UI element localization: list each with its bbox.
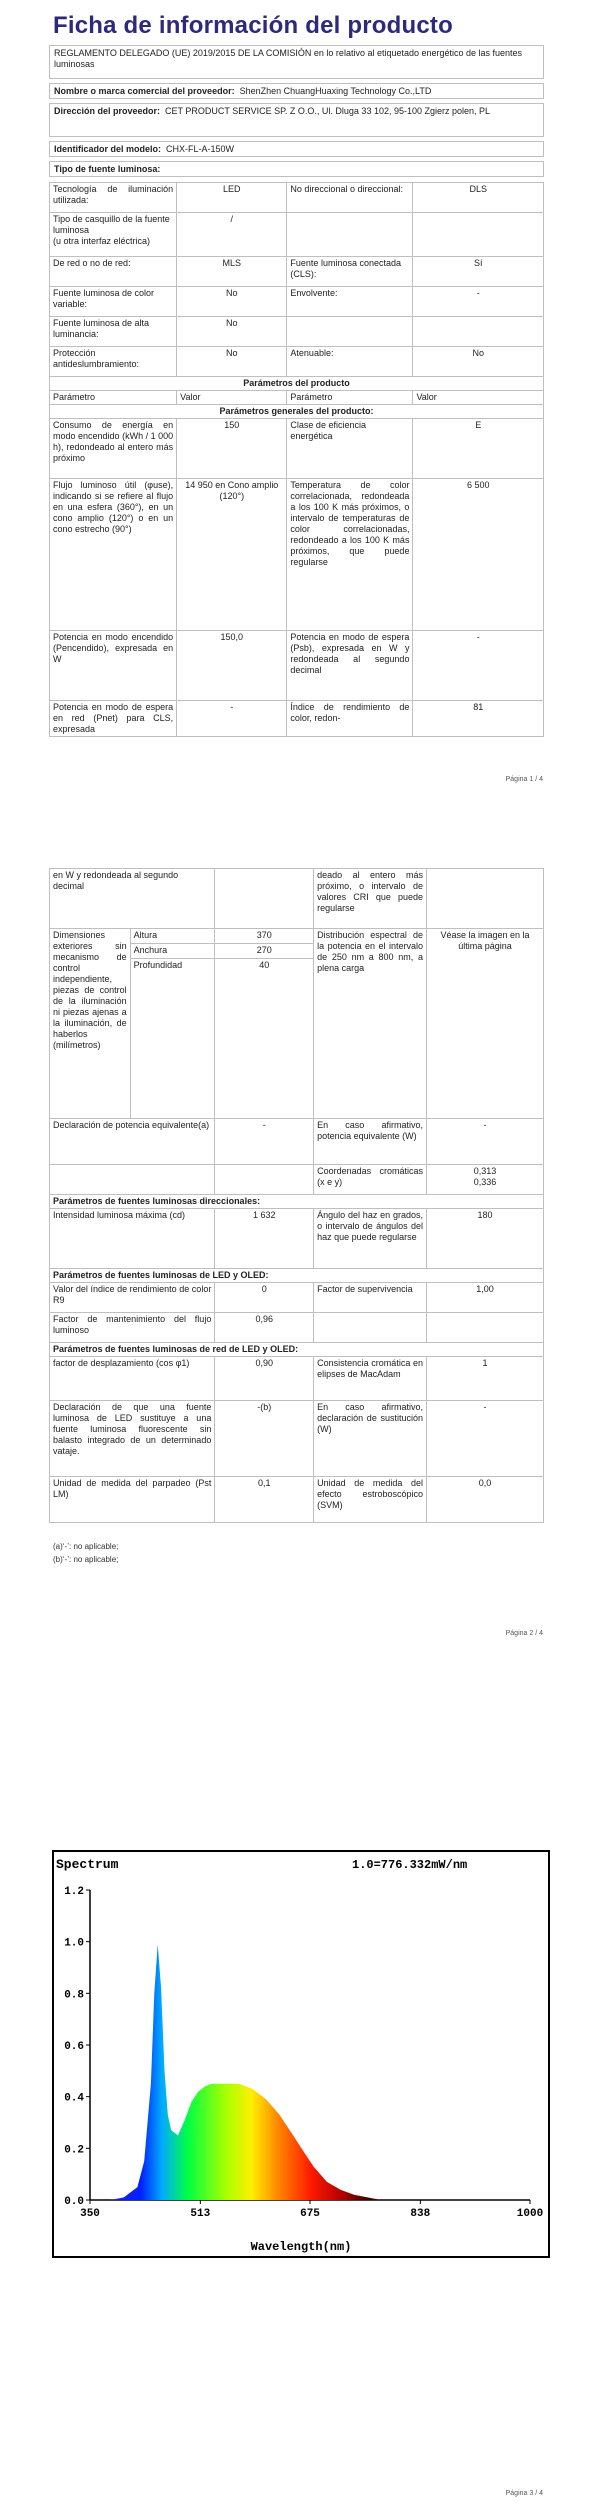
equiv-label: Declaración de potencia equivalente(a) — [50, 1119, 215, 1165]
depth-label: Profundidad — [130, 959, 215, 1119]
hl-value: No — [177, 317, 287, 347]
psb-value: - — [413, 631, 544, 701]
page-number-3: Página 3 / 4 — [505, 2490, 543, 2497]
dim-value: No — [413, 347, 544, 377]
y-tick-label: 0.8 — [64, 1989, 84, 2002]
peak-label: Intensidad luminosa máxima (cd) — [50, 1209, 215, 1269]
params-section-heading: Parámetros del producto — [50, 377, 544, 391]
y-tick-label: 0.4 — [64, 2092, 84, 2105]
x-tick-label: 350 — [80, 2208, 100, 2220]
dims-label: Dimensiones exteriores sin mecanismo de control independiente, piezas de control de la iluminación ni piezas ajenas a la iluminación, de haberlos (milímetros) — [50, 929, 131, 1119]
fl-label: Declaración de que una fuente luminosa de LED sustituye a una fuente luminosa fluorescente sin balasto integrado de un determinado vataje. — [50, 1401, 215, 1477]
height-label: Altura — [130, 929, 215, 944]
colour-label: Fuente luminosa de color variable: — [50, 287, 177, 317]
r9-value: 0 — [215, 1283, 314, 1313]
cap-label: Tipo de casquillo de la fuente luminosa (u otra interfaz eléctrica) — [50, 213, 177, 257]
params-table-cont — [49, 868, 544, 1523]
disp-value: 0,90 — [215, 1357, 314, 1401]
param-header: Parámetro — [50, 391, 177, 405]
page-number-2: Página 2 / 4 — [505, 1630, 543, 1637]
chart-xlabel: Wavelength(nm) — [250, 2240, 352, 2254]
beam-value: 180 — [427, 1209, 544, 1269]
hl-label: Fuente luminosa de alta luminancia: — [50, 317, 177, 347]
flicker-label: Unidad de medida del parpadeo (Pst LM) — [50, 1477, 215, 1523]
env-value: - — [413, 287, 544, 317]
mains-label: De red o no de red: — [50, 257, 177, 287]
nondir-value: DLS — [413, 183, 544, 213]
pnet-label: Potencia en modo de espera en red (Pnet) para CLS, expresada — [50, 701, 177, 737]
cri-label-cont: deado al entero más próximo, o intervalo de valores CRI que puede regularse — [314, 869, 427, 929]
maint-label: Factor de mantenimiento del flujo luminoso — [50, 1313, 215, 1343]
x-tick-label: 838 — [410, 2208, 431, 2220]
energy-label: Consumo de energía en modo encendido (kWh / 1 000 h), redondeado al entero más próximo — [50, 419, 177, 479]
xy-value: 0,313 0,336 — [427, 1165, 544, 1195]
equiv2-label: En caso afirmativo, potencia equivalente (W) — [314, 1119, 427, 1165]
colour-value: No — [177, 287, 287, 317]
supplier-value: ShenZhen ChuangHuaxing Technology Co.,LTD — [239, 86, 432, 96]
peak-value: 1 632 — [215, 1209, 314, 1269]
mains-params-heading: Parámetros de fuentes luminosas de red de LED y OLED: — [50, 1343, 544, 1357]
pnet-value: - — [177, 701, 287, 737]
glare-label: Protección antideslumbramiento: — [50, 347, 177, 377]
width-value: 270 — [215, 944, 314, 959]
y-tick-label: 0.6 — [64, 2041, 84, 2053]
doc-title: Ficha de información del producto — [53, 12, 453, 39]
dir-params-heading: Parámetros de fuentes luminosas direccionales: — [50, 1195, 544, 1209]
cap-value: / — [177, 213, 287, 257]
psb-label: Potencia en modo de espera (Psb), expresada en W y redondeada al segundo decimal — [287, 631, 413, 701]
footnote-b: (b)‘-’: no aplicable; — [53, 1555, 119, 1564]
mains-value: MLS — [177, 257, 287, 287]
spectrum-area — [110, 1944, 381, 2200]
address-label: Dirección del proveedor: — [54, 106, 161, 116]
cri-label: Índice de rendimiento de color, redon- — [287, 701, 413, 737]
tech-value: LED — [177, 183, 287, 213]
supplier-label: Nombre o marca comercial del proveedor: — [54, 86, 235, 96]
nondir-label: No direccional o direccional: — [287, 183, 413, 213]
footnote-a: (a)‘-’: no aplicable; — [53, 1542, 119, 1551]
svm-value: 0,0 — [427, 1477, 544, 1523]
y-tick-label: 1.2 — [64, 1886, 84, 1898]
param-header-2: Parámetro — [287, 391, 413, 405]
general-params-heading: Parámetros generales del producto: — [50, 405, 544, 419]
value-header: Valor — [177, 391, 287, 405]
tech-label: Tecnología de iluminación utilizada: — [50, 183, 177, 213]
flux-value: 14 950 en Cono amplio (120°) — [177, 479, 287, 631]
maint-value: 0,96 — [215, 1313, 314, 1343]
macadam-label: Consistencia cromática en elipses de MacAdam — [314, 1357, 427, 1401]
x-tick-label: 1000 — [516, 2208, 544, 2220]
cls-value: Sí — [413, 257, 544, 287]
macadam-value: 1 — [427, 1357, 544, 1401]
class-label: Clase de eficiencia energética — [287, 419, 413, 479]
disp-label: factor de desplazamiento (cos φ1) — [50, 1357, 215, 1401]
fl2-value: - — [427, 1401, 544, 1477]
class-value: E — [413, 419, 544, 479]
dim-label: Atenuable: — [287, 347, 413, 377]
model-label: Identificador del modelo: — [54, 144, 162, 154]
fl-value: -(b) — [215, 1401, 314, 1477]
footnotes — [53, 1540, 118, 1566]
pnet-label-cont: en W y redondeada al segundo decimal — [50, 869, 215, 929]
x-tick-label: 675 — [300, 2208, 320, 2220]
regulation-text: REGLAMENTO DELEGADO (UE) 2019/2015 DE LA COMISIÓN en lo relativo al etiquetado energético de las fuentes luminosas — [49, 45, 544, 79]
page-3 — [0, 1800, 591, 2510]
width-label: Anchura — [130, 944, 215, 959]
address-value: CET PRODUCT SERVICE SP. Z O.O., Ul. Dluga 33 102, 95-100 Zgierz polen, PL — [165, 106, 491, 116]
page-number: Página 1 / 4 — [505, 776, 543, 783]
led-params-heading: Parámetros de fuentes luminosas de LED y OLED: — [50, 1269, 544, 1283]
spectrum-chart — [52, 1850, 591, 2260]
x-tick-label: 513 — [190, 2208, 211, 2220]
model-value: CHX-FL-A-150W — [166, 144, 235, 154]
beam-label: Ángulo del haz en grados, o intervalo de ángulos del haz que puede regularse — [314, 1209, 427, 1269]
equiv2-value: - — [427, 1119, 544, 1165]
equiv-value: - — [215, 1119, 314, 1165]
chart-title: Spectrum — [56, 1857, 119, 1872]
r9-label: Valor del índice de rendimiento de color R9 — [50, 1283, 215, 1313]
value-header-2: Valor — [413, 391, 544, 405]
pon-value: 150,0 — [177, 631, 287, 701]
height-value: 370 — [215, 929, 314, 944]
y-tick-label: 1.0 — [64, 1937, 84, 1950]
pon-label: Potencia en modo encendido (Pencendido), expresada en W — [50, 631, 177, 701]
y-tick-label: 0.0 — [64, 2196, 84, 2208]
svm-label: Unidad de medida del efecto estroboscópico (SVM) — [314, 1477, 427, 1523]
cri-value: 81 — [413, 701, 544, 737]
glare-value: No — [177, 347, 287, 377]
surv-value: 1,00 — [427, 1283, 544, 1313]
xy-label: Coordenadas cromáticas (x e y) — [314, 1165, 427, 1195]
spd-value: Véase la imagen en la última página — [427, 929, 544, 1119]
cct-value: 6 500 — [413, 479, 544, 631]
energy-value: 150 — [177, 419, 287, 479]
cls-label: Fuente luminosa conectada (CLS): — [287, 257, 413, 287]
env-label: Envolvente: — [287, 287, 413, 317]
surv-label: Factor de supervivencia — [314, 1283, 427, 1313]
depth-value: 40 — [215, 959, 314, 1119]
flicker-value: 0,1 — [215, 1477, 314, 1523]
chart-annotation: 1.0=776.332mW/nm — [352, 1858, 468, 1872]
fl2-label: En caso afirmativo, declaración de sustitución (W) — [314, 1401, 427, 1477]
flux-label: Flujo luminoso útil (φuse), indicando si se refiere al flujo en una esfera (360°), en un cono amplio (120°) o en un cono estrecho (90°) — [50, 479, 177, 631]
y-tick-label: 0.2 — [64, 2144, 84, 2157]
source-type-heading: Tipo de fuente luminosa: — [49, 161, 544, 177]
spd-label: Distribución espectral de la potencia en el intervalo de 250 nm a 800 nm, a plena carga — [314, 929, 427, 1119]
cct-label: Temperatura de color correlacionada, redondeada a los 100 K más próximos, o intervalo de temperaturas de color correlacionadas, redondeado a los 100 K más próximos, que puede regularse — [287, 479, 413, 631]
